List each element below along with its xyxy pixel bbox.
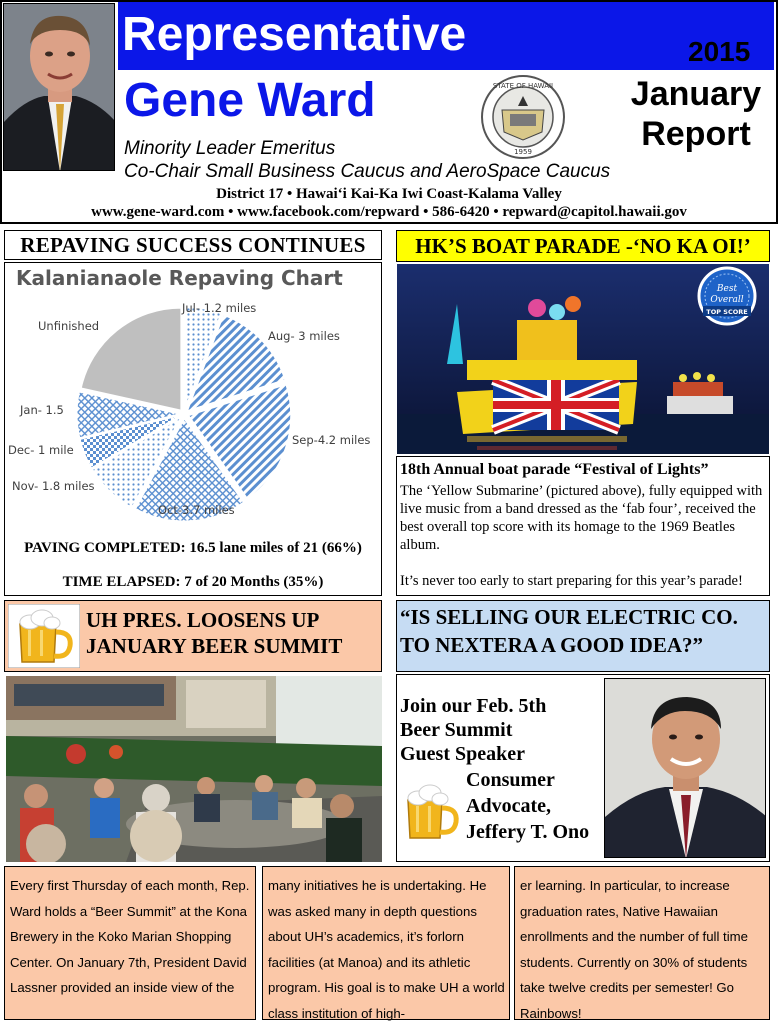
speaker-line-consumer: Consumer: [466, 769, 555, 791]
district-line: District 17 • Hawai‘i Kai-Ka Iwi Coast-Kalama Valley: [216, 186, 562, 202]
report-year: 2015: [688, 36, 751, 67]
beer-summit-article-col3: er learning. In particular, to increase graduation rates, Native Hawaiian enrollments and the number of full time students. Currently on 30% of students take twelve credits per semester! Go Rainbows!: [514, 866, 770, 1020]
paving-completed-stat: PAVING COMPLETED: 16.5 lane miles of 21 (66%): [24, 540, 362, 556]
beer-summit-article-col1: Every first Thursday of each month, Rep. Ward holds a “Beer Summit” at the Kona Brewery in the Koko Marian Shopping Center. On January 7th, President David Lassner provided an inside view of the: [4, 866, 256, 1020]
beer-summit-article-col2: many initiatives he is undertaking. He was asked many in depth questions about UH’s academics, it’s forlorn facilities (at Manoa) and its athletic program. His goal is to make UH a world class institution of high-: [262, 866, 510, 1020]
report-month-block: [626, 74, 766, 154]
beer-summit-photo: [6, 676, 382, 862]
speaker-line-join: Join our Feb. 5th: [400, 695, 547, 717]
badge-top-score: TOP SCORE: [706, 308, 748, 316]
report-month: January: [630, 75, 762, 113]
boat-parade-footer: It’s never too early to start preparing for this year’s parade!: [400, 573, 743, 589]
guest-speaker-photo: [604, 678, 766, 858]
report-label: Report: [641, 115, 751, 153]
speaker-line-advocate: Advocate,: [466, 795, 551, 817]
chart-title: Kalanianaole Repaving Chart: [16, 266, 343, 290]
pie-label: Aug- 3 miles: [268, 329, 340, 343]
boat-parade-header: HK’S BOAT PARADE -‘NO KA OI!’: [396, 230, 770, 262]
speaker-line-summit: Beer Summit: [400, 719, 513, 741]
beer-summit-title-line1: UH PRES. LOOSENS UP: [86, 608, 320, 632]
state-seal-icon: [480, 74, 566, 160]
repaving-section-header: REPAVING SUCCESS CONTINUES: [4, 230, 382, 260]
pie-label: Sep-4.2 miles: [292, 433, 371, 447]
pie-label: Dec- 1 mile: [8, 443, 74, 457]
caucus-title: Co-Chair Small Business Caucus and AeroSpace Caucus: [124, 161, 611, 182]
badge-overall: Overall: [710, 295, 744, 305]
pie-label: Jan- 1.5: [20, 403, 64, 417]
boat-parade-photo: [397, 264, 769, 454]
speaker-line-guest: Guest Speaker: [400, 743, 525, 765]
seal-year: 1959: [514, 148, 532, 156]
representative-photo: [3, 3, 115, 171]
boat-parade-body: The ‘Yellow Submarine’ (pictured above), fully equipped with live music from a band dressed as the ‘fab four’, received the best overall top score with its homage to the 1969 Beatles album.: [400, 483, 763, 553]
beer-mug-icon: [398, 780, 464, 842]
badge-best: Best: [716, 284, 738, 294]
boat-parade-headline: 18th Annual boat parade “Festival of Lights”: [400, 461, 709, 478]
pie-label: Nov- 1.8 miles: [12, 479, 95, 493]
speaker-name: Jeffery T. Ono: [466, 821, 590, 843]
nextera-question-line1: “IS SELLING OUR ELECTRIC CO.: [400, 605, 738, 629]
beer-mug-icon: [8, 604, 80, 668]
beer-summit-title-line2: JANUARY BEER SUMMIT: [86, 634, 343, 658]
repaving-pie-chart: [6, 292, 380, 524]
pie-label: Unfinished: [38, 319, 100, 333]
time-elapsed-stat: TIME ELAPSED: 7 of 20 Months (35%): [62, 574, 324, 590]
pie-label: Jul- 1.2 miles: [182, 301, 257, 315]
pie-label: Oct-3.7 miles: [158, 503, 235, 517]
seal-text: STATE OF HAWAII: [492, 82, 554, 90]
banner-title: Representative: [122, 8, 467, 61]
contact-line: www.gene-ward.com • www.facebook.com/repward • 586-6420 • repward@capitol.hawaii.gov: [91, 204, 687, 220]
role-title: Minority Leader Emeritus: [124, 138, 336, 159]
nextera-question-line2: TO NEXTERA A GOOD IDEA?”: [400, 633, 704, 657]
representative-name: Gene Ward: [124, 74, 376, 127]
